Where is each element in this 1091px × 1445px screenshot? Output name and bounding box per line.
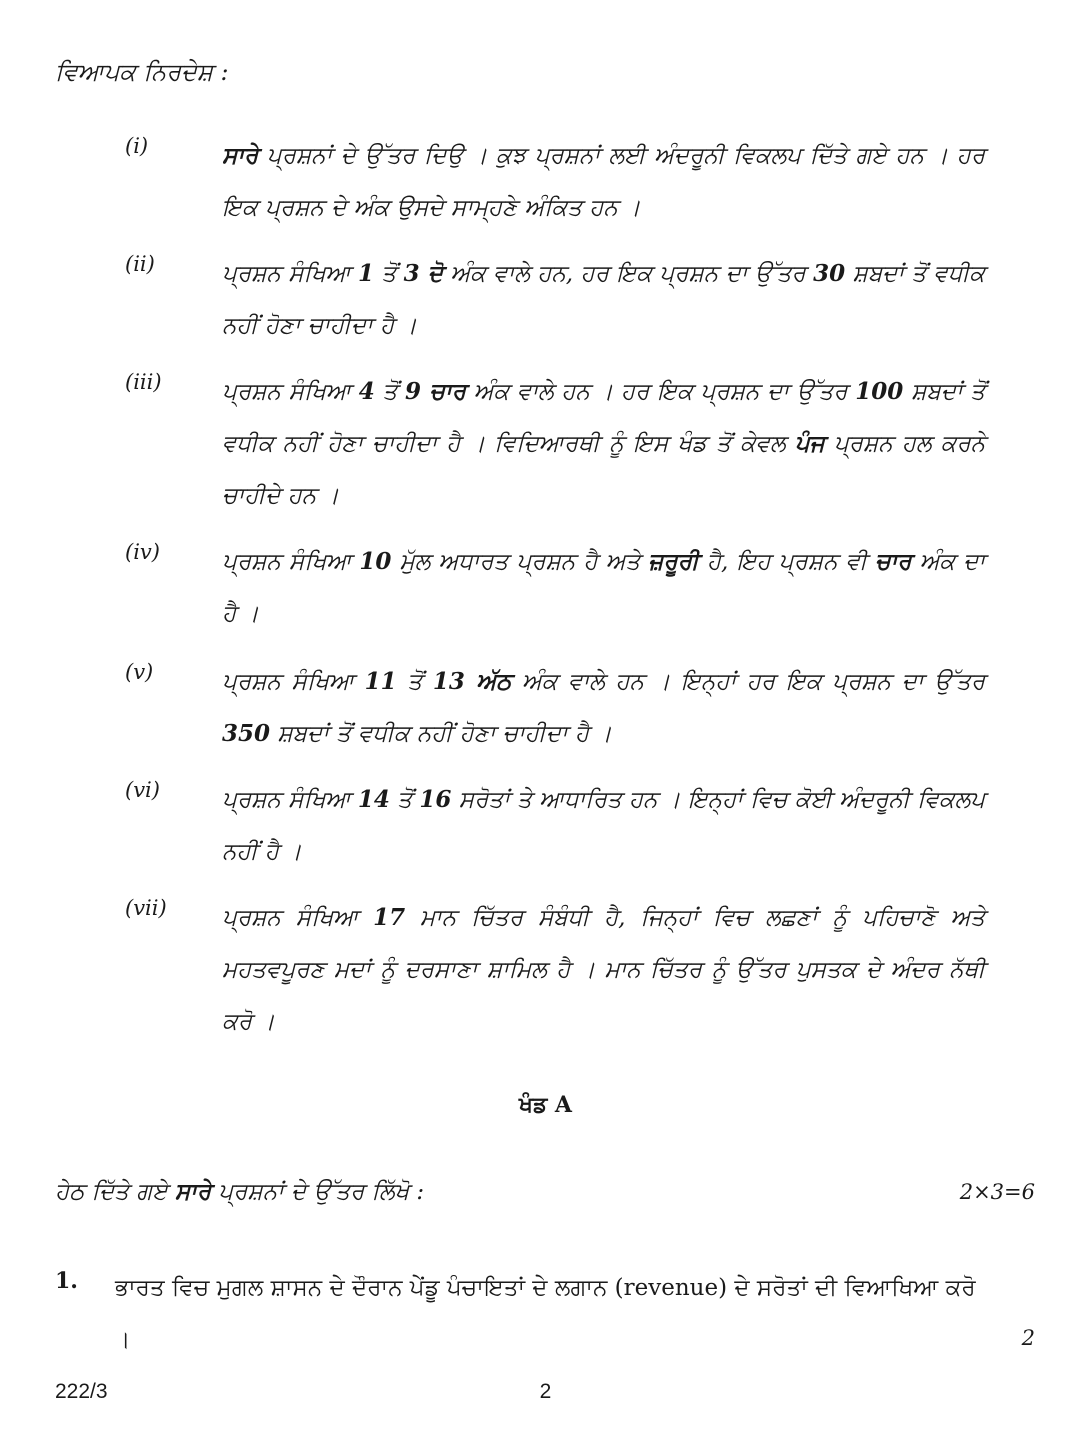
instruction-run: ਅੰਕ ਵਾਲੇ ਹਨ । ਇਨ੍ਹਾਂ ਹਰ ਇਕ ਪ੍ਰਸ਼ਨ ਦਾ ਉੱਤਰ — [511, 669, 986, 695]
instruction-text — [222, 536, 985, 640]
emphasis-text: 16 — [419, 786, 452, 813]
instruction-text — [222, 656, 985, 760]
instruction-number: (vii) — [125, 896, 167, 920]
question-1 — [55, 1262, 1035, 1366]
emphasis-text: 10 — [359, 548, 392, 575]
emphasis-text: 11 — [364, 668, 397, 695]
instruction-item — [125, 892, 985, 1048]
instruction-run: ਪ੍ਰਸ਼ਨ ਸੰਖਿਆ — [222, 379, 359, 405]
section-instruction — [55, 1178, 1035, 1205]
instruction-run: ਤੋਂ — [389, 787, 420, 813]
section-marks: 2×3=6 — [959, 1180, 1035, 1204]
instruction-run: ਸ਼ਬਦਾਂ ਤੋਂ ਵਧੀਕ ਨਹੀਂ ਹੋਣਾ ਚਾਹੀਦਾ ਹੈ । — [222, 261, 985, 339]
instruction-item — [125, 130, 985, 234]
instruction-number: (iv) — [125, 540, 160, 564]
instruction-run: ਮਾਨ ਚਿੱਤਰ ਸੰਬੰਧੀ ਹੈ, ਜਿਨ੍ਹਾਂ ਵਿਚ ਲਛਣਾਂ ਨੂੰ ਪਹਿਚਾਣੋ ਅਤੇ ਮਹਤਵਪੂਰਣ ਮਦਾਂ ਨੂੰ ਦਰਸਾਣਾ ਸ਼ਾਮਿਲ ਹੈ । ਮਾਨ ਚਿੱਤਰ ਨੂੰ ਉੱਤਰ ਪੁਸਤਕ ਦੇ ਅੰਦਰ ਨੱਥੀ ਕਰੋ । — [222, 905, 985, 1035]
instruction-text — [222, 366, 985, 522]
instruction-item — [125, 774, 985, 878]
instruction-text — [222, 774, 985, 878]
instruction-run: ਪ੍ਰਸ਼ਨ ਸੰਖਿਆ — [222, 905, 374, 931]
instruction-number: (i) — [125, 134, 149, 158]
instruction-run: ਪ੍ਰਸ਼ਨ ਸੰਖਿਆ — [222, 261, 358, 287]
instruction-run: ਅੰਕ ਦਾ ਹੈ । — [222, 549, 985, 627]
emphasis-text: ਸਾਰੇ — [174, 1178, 211, 1205]
instruction-run: ਮੁੱਲ ਅਧਾਰਤ ਪ੍ਰਸ਼ਨ ਹੈ ਅਤੇ — [391, 549, 649, 575]
page-number: 2 — [539, 1380, 552, 1403]
instruction-number: (ii) — [125, 252, 155, 276]
instruction-run: ਸ਼ਬਦਾਂ ਤੋਂ ਵਧੀਕ ਨਹੀਂ ਹੋਣਾ ਚਾਹੀਦਾ ਹੈ । ਵਿਦਿਆਰਥੀ ਨੂੰ ਇਸ ਖੰਡ ਤੋਂ ਕੇਵਲ — [222, 379, 986, 457]
instruction-run: ਪ੍ਰਸ਼ਨ ਸੰਖਿਆ — [222, 787, 358, 813]
instruction-number: (v) — [125, 660, 154, 684]
question-text: ਭਾਰਤ ਵਿਚ ਮੁਗਲ ਸ਼ਾਸਨ ਦੇ ਦੌਰਾਨ ਪੇਂਡੂ ਪੰਚਾਇਤਾਂ ਦੇ ਲਗਾਨ (revenue) ਦੇ ਸਰੋਤਾਂ ਦੀ ਵਿਆਖਿਆ ਕਰੋ । — [115, 1275, 976, 1353]
emphasis-text: 30 — [813, 260, 846, 287]
instruction-item — [125, 248, 985, 352]
instruction-item — [125, 536, 985, 640]
emphasis-text: ਪੰਜ — [794, 430, 825, 457]
instruction-item — [125, 656, 985, 760]
general-instructions-heading: ਵਿਆਪਕ ਨਿਰਦੇਸ਼ : — [55, 58, 229, 86]
instruction-text — [222, 130, 985, 234]
emphasis-text: 14 — [357, 786, 390, 813]
emphasis-text: ਚਾਰ — [875, 548, 912, 575]
instruction-run: ਪ੍ਰਸ਼ਨ ਹਲ ਕਰਨੇ ਚਾਹੀਦੇ ਹਨ । — [222, 431, 985, 509]
emphasis-text: 100 — [855, 378, 904, 405]
instruction-run: ਅੰਕ ਵਾਲੇ ਹਨ, ਹਰ ਇਕ ਪ੍ਰਸ਼ਨ ਦਾ ਉੱਤਰ — [442, 261, 814, 287]
instruction-number: (iii) — [125, 370, 162, 394]
emphasis-text: ਸਾਰੇ — [222, 142, 259, 169]
section-instruction-text — [55, 1179, 424, 1205]
emphasis-text: 350 — [222, 720, 271, 747]
instruction-run: ਸ਼ਬਦਾਂ ਤੋਂ ਵਧੀਕ ਨਹੀਂ ਹੋਣਾ ਚਾਹੀਦਾ ਹੈ । — [270, 721, 612, 747]
emphasis-text: 1 — [357, 260, 374, 287]
instruction-run: ਪ੍ਰਸ਼ਨ ਸੰਖਿਆ — [222, 549, 360, 575]
instruction-run: ਤੋਂ — [396, 669, 433, 695]
instruction-run: ਅੰਕ ਵਾਲੇ ਹਨ । ਹਰ ਇਕ ਪ੍ਰਸ਼ਨ ਦਾ ਉੱਤਰ — [465, 379, 856, 405]
question-number: 1. — [55, 1268, 78, 1294]
section-title: ਖੰਡ A — [519, 1092, 572, 1118]
instruction-run: ਤੋਂ — [374, 261, 404, 287]
instruction-run: ਪ੍ਰਸ਼ਨ ਸੰਖਿਆ — [222, 669, 365, 695]
question-marks: 2 — [1021, 1326, 1035, 1350]
emphasis-text: 17 — [373, 904, 406, 931]
emphasis-text: ਜ਼ਰੂਰੀ — [648, 548, 699, 575]
paper-code: 222/3 — [55, 1380, 108, 1403]
instruction-run: ਪ੍ਰਸ਼ਨਾਂ ਦੇ ਉੱਤਰ ਦਿਉ । ਕੁਝ ਪ੍ਰਸ਼ਨਾਂ ਲਈ ਅੰਦਰੂਨੀ ਵਿਕਲਪ ਦਿੱਤੇ ਗਏ ਹਨ । ਹਰ ਇਕ ਪ੍ਰਸ਼ਨ ਦੇ ਅੰਕ ਉਸਦੇ ਸਾਮ੍ਹਣੇ ਅੰਕਿਤ ਹਨ । — [222, 143, 985, 221]
instruction-run: ਹੈ, ਇਹ ਪ੍ਰਸ਼ਨ ਵੀ — [698, 549, 876, 575]
emphasis-text: 4 — [358, 378, 375, 405]
instruction-text — [222, 892, 985, 1048]
emphasis-text: 9 ਚਾਰ — [405, 378, 466, 405]
instruction-text — [222, 248, 985, 352]
instruction-run: ਪ੍ਰਸ਼ਨਾਂ ਦੇ ਉੱਤਰ ਲਿੱਖੋ : — [210, 1179, 425, 1205]
instruction-number: (vi) — [125, 778, 160, 802]
instruction-run: ਤੋਂ — [374, 379, 406, 405]
instruction-run: ਹੇਠ ਦਿੱਤੇ ਗਏ — [55, 1179, 175, 1205]
instruction-item — [125, 366, 985, 522]
emphasis-text: 3 ਦੋ — [403, 260, 443, 287]
instruction-run: ਸਰੋਤਾਂ ਤੇ ਆਧਾਰਿਤ ਹਨ । ਇਨ੍ਹਾਂ ਵਿਚ ਕੋਈ ਅੰਦਰੂਨੀ ਵਿਕਲਪ ਨਹੀਂ ਹੈ । — [222, 787, 985, 865]
emphasis-text: 13 ਅੱਠ — [432, 668, 512, 695]
